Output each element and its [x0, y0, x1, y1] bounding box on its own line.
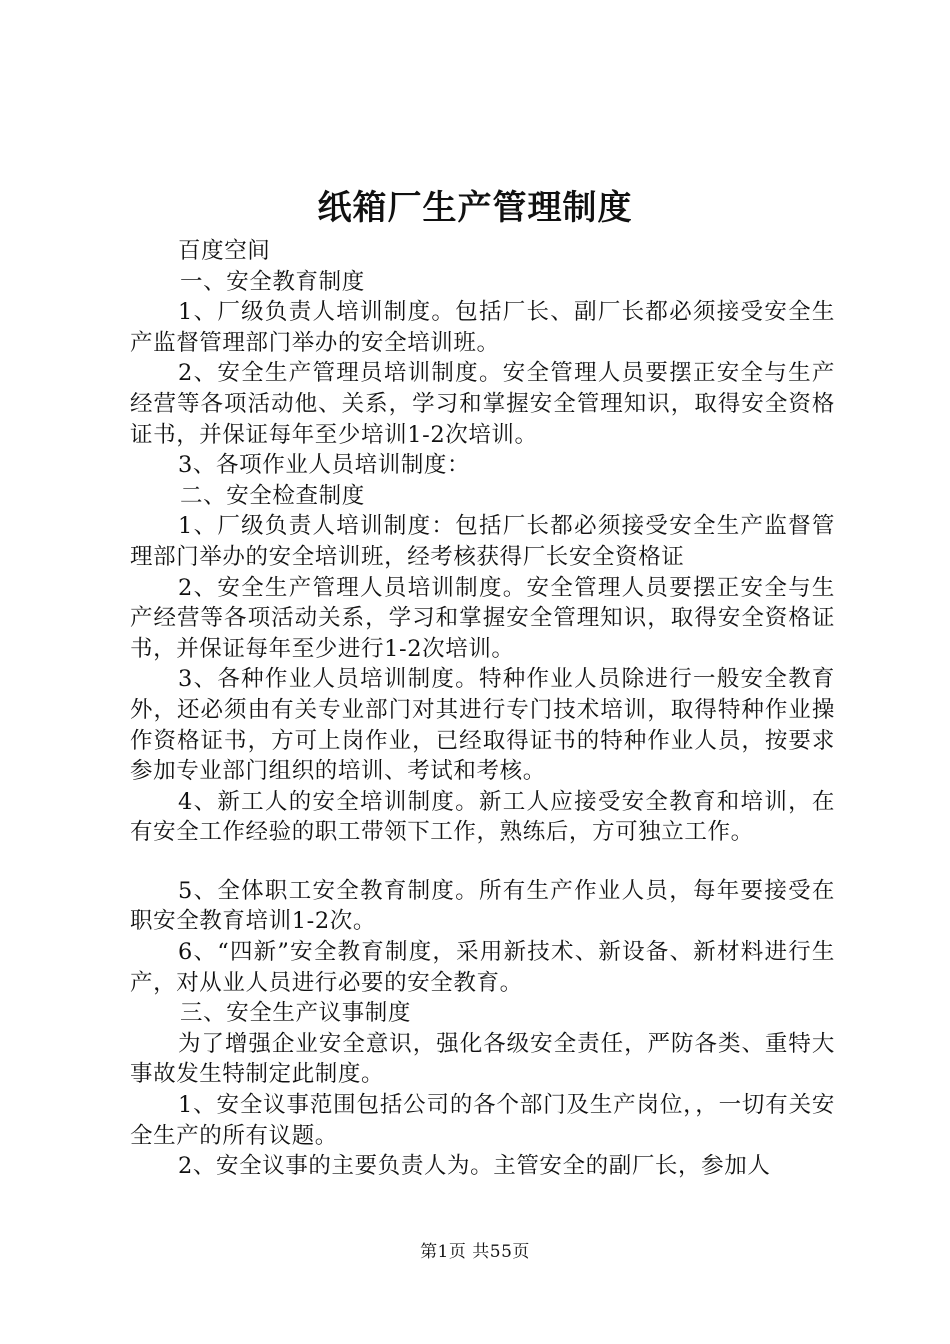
- paragraph: 为了增强企业安全意识，强化各级安全责任，严防各类、重特大事故发生特制定此制度。: [130, 1030, 835, 1088]
- paragraph-source: 百度空间: [178, 238, 271, 264]
- paragraph: 3、各种作业人员培训制度。特种作业人员除进行一般安全教育外，还必须由有关专业部门对其进行专门技术培训，取得特种作业操作资格证书，方可上岗作业，已经取得证书的特种作业人员，按要求参加专业部门组织的培训、考试和考核。: [130, 666, 835, 785]
- paragraph: 2、安全生产管理人员培训制度。安全管理人员要摆正安全与生产经营等各项活动关系，学习和掌握安全管理知识，取得安全资格证书，并保证每年至少进行1-2次培训。: [130, 574, 835, 662]
- blank-line: [130, 848, 835, 876]
- paragraph: 6、“四新”安全教育制度，采用新技术、新设备、新材料进行生产，对从业人员进行必要的安全教育。: [130, 939, 835, 996]
- section-heading-1: 一、安全教育制度: [180, 268, 365, 295]
- paragraph: 4、新工人的安全培训制度。新工人应接受安全教育和培训，在有安全工作经验的职工带领下工作，熟练后，方可独立工作。: [130, 788, 835, 846]
- paragraph: 5、全体职工安全教育制度。所有生产作业人员，每年要接受在职安全教育培训1-2次。: [130, 877, 835, 935]
- paragraph: 2、安全议事的主要负责人为。主管安全的副厂长，参加人: [178, 1153, 771, 1180]
- paragraph: 3、各项作业人员培训制度：: [178, 452, 471, 479]
- section-heading-2: 二、安全检查制度: [180, 482, 365, 509]
- paragraph: 1、安全议事范围包括公司的各个部门及生产岗位，，一切有关安全生产的所有议题。: [130, 1092, 835, 1149]
- section-heading-3: 三、安全生产议事制度: [180, 1000, 412, 1027]
- document-body: [130, 236, 835, 1182]
- document-title: 纸箱厂生产管理制度: [317, 188, 633, 228]
- paragraph: 1、厂级负责人培训制度：包括厂长都必须接受安全生产监督管理部门举办的安全培训班，经考核获得厂长安全资格证: [130, 513, 835, 570]
- paragraph: 1、厂级负责人培训制度。包括厂长、副厂长都必须接受安全生产监督管理部门举办的安全培训班。: [130, 299, 835, 356]
- paragraph: 2、安全生产管理员培训制度。安全管理人员要摆正安全与生产经营等各项活动他、关系，学习和掌握安全管理知识，取得安全资格证书，并保证每年至少培训1-2次培训。: [130, 360, 835, 448]
- page-footer: 第1页 共55页: [420, 1242, 530, 1262]
